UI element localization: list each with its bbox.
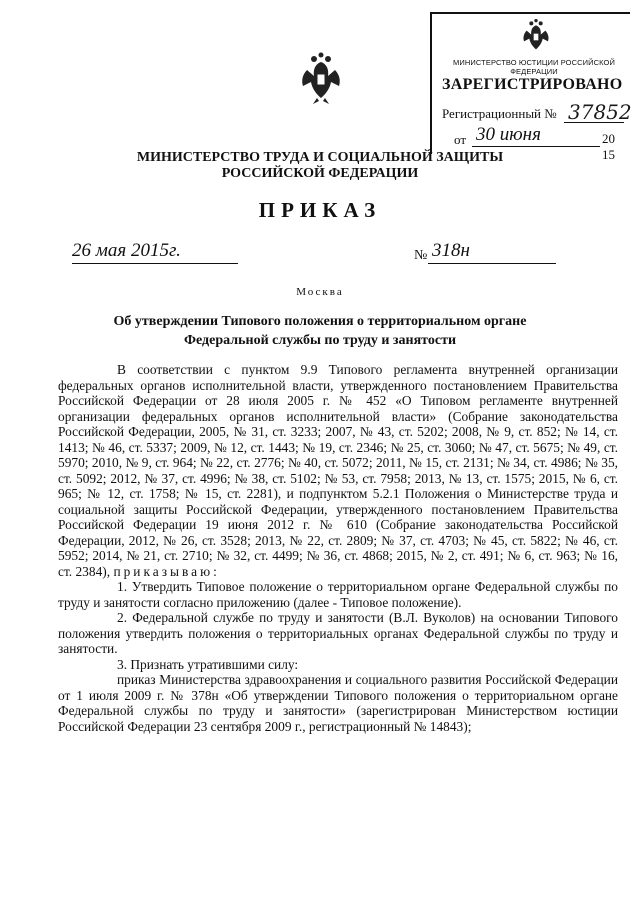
document-type-heading: ПРИКАЗ: [258, 198, 382, 222]
paragraph-repealed-order: приказ Министерства здравоохранения и социального развития Российской Федерации от 1 июля 2009 г. № 378н «Об утверждении Типового положения о территориальном органе Федеральной службы по труду и занятости» (зарегистрирован Министерством юстиции Российской Федерации 23 сентября 2009 г., регистрационный № 14843);: [58, 672, 618, 734]
paragraph-item-2: 2. Федеральной службе по труду и занятости (В.Л. Вуколов) на основании Типового положения утвердить положения о территориальных органах Федеральной службы по труду и занятости.: [58, 610, 618, 656]
paragraph-item-3: 3. Признать утратившими силу:: [117, 656, 299, 672]
city-label: Москва: [296, 286, 344, 298]
order-number-underline: [428, 263, 556, 264]
ministry-title-line1: МИНИСТЕРСТВО ТРУДА И СОЦИАЛЬНОЙ ЗАЩИТЫ: [136, 150, 504, 165]
registration-stamp: [430, 12, 632, 162]
ministry-title-line2: РОССИЙСКОЙ ФЕДЕРАЦИИ: [221, 166, 419, 181]
order-verb: приказываю:: [113, 563, 220, 579]
stamp-year: 20 15: [602, 131, 615, 162]
order-title-line2: Федеральной службы по труду и занятости: [183, 333, 457, 348]
paragraph-preamble: [58, 362, 618, 579]
order-date: 26 мая 2015г.: [72, 240, 181, 261]
coat-of-arms-icon: [297, 52, 345, 104]
paragraph-item-1: 1. Утвердить Типовое положение о территориальном органе Федеральной службы по труду и занятости согласно приложению (далее - Типовое положение).: [58, 579, 618, 610]
stamp-registered-text: ЗАРЕГИСТРИРОВАНО: [442, 76, 623, 93]
preamble-text: В соответствии с пунктом 9.9 Типового регламента внутренней организации федеральных органов исполнительной власти, утвержденного постановлением Правительства Российской Федерации от 28 июля 2005 г. № 452 «О Типовом регламенте внутренней организации федеральных органов исполнительной власти» (Собрание законодательства Российской Федерации, 2005, № 31, ст. 3233; 2007, № 43, ст. 5202; 2008, № 9, ст. 852; № 14, ст. 1413; № 46, ст. 5337; 2009, № 12, ст. 1443; № 19, ст. 2346; № 25, ст. 3060; № 47, ст. 5675; № 49, ст. 5970; 2010, № 9, ст. 964; № 22, ст. 2776; № 40, ст. 5072; 2011, № 15, ст. 2131; № 34, ст. 4986; № 35, ст. 5092; 2012, № 37, ст. 4996; № 38, ст. 5102; № 53, ст. 7958; 2013, № 13, ст. 1575; 2015, № 6, ст. 965; № 12, ст. 1758; № 15, ст. 2281), и подпунктом 5.2.1 Положения о Министерстве труда и социальной защиты Российской Федерации, утвержденного постановлением Правительства Российской Федерации 19 июня 2012 г. № 610 (Собрание законодательства Российской Федерации, 2012, № 26, ст. 3528; 2013, № 22, ст. 2809; № 37, ст. 4703; № 45, ст. 5822; № 46, ст. 5952; 2014, № 21, ст. 2710; № 32, ст. 4499; № 36, ст. 4868; 2015, № 2, ст. 491; № 6, ст. 963; № 16, ст. 2384),: [58, 362, 618, 579]
stamp-reg-number-label: Регистрационный №: [442, 106, 557, 121]
stamp-ministry-text: МИНИСТЕРСТВО ЮСТИЦИИ РОССИЙСКОЙ ФЕДЕРАЦИИ: [453, 58, 615, 76]
order-title: [70, 312, 570, 350]
stamp-from-label: от: [454, 132, 467, 147]
stamp-reg-number: 37852: [568, 100, 632, 124]
stamp-emblem-icon: [520, 18, 552, 54]
order-title-line1: Об утверждении Типового положения о территориальном органе: [113, 314, 527, 329]
order-date-underline: [72, 263, 238, 264]
stamp-from-date: 30 июня: [476, 124, 541, 145]
order-number-label: №: [414, 248, 428, 263]
order-body: [58, 362, 618, 734]
order-number: 318н: [432, 240, 470, 261]
